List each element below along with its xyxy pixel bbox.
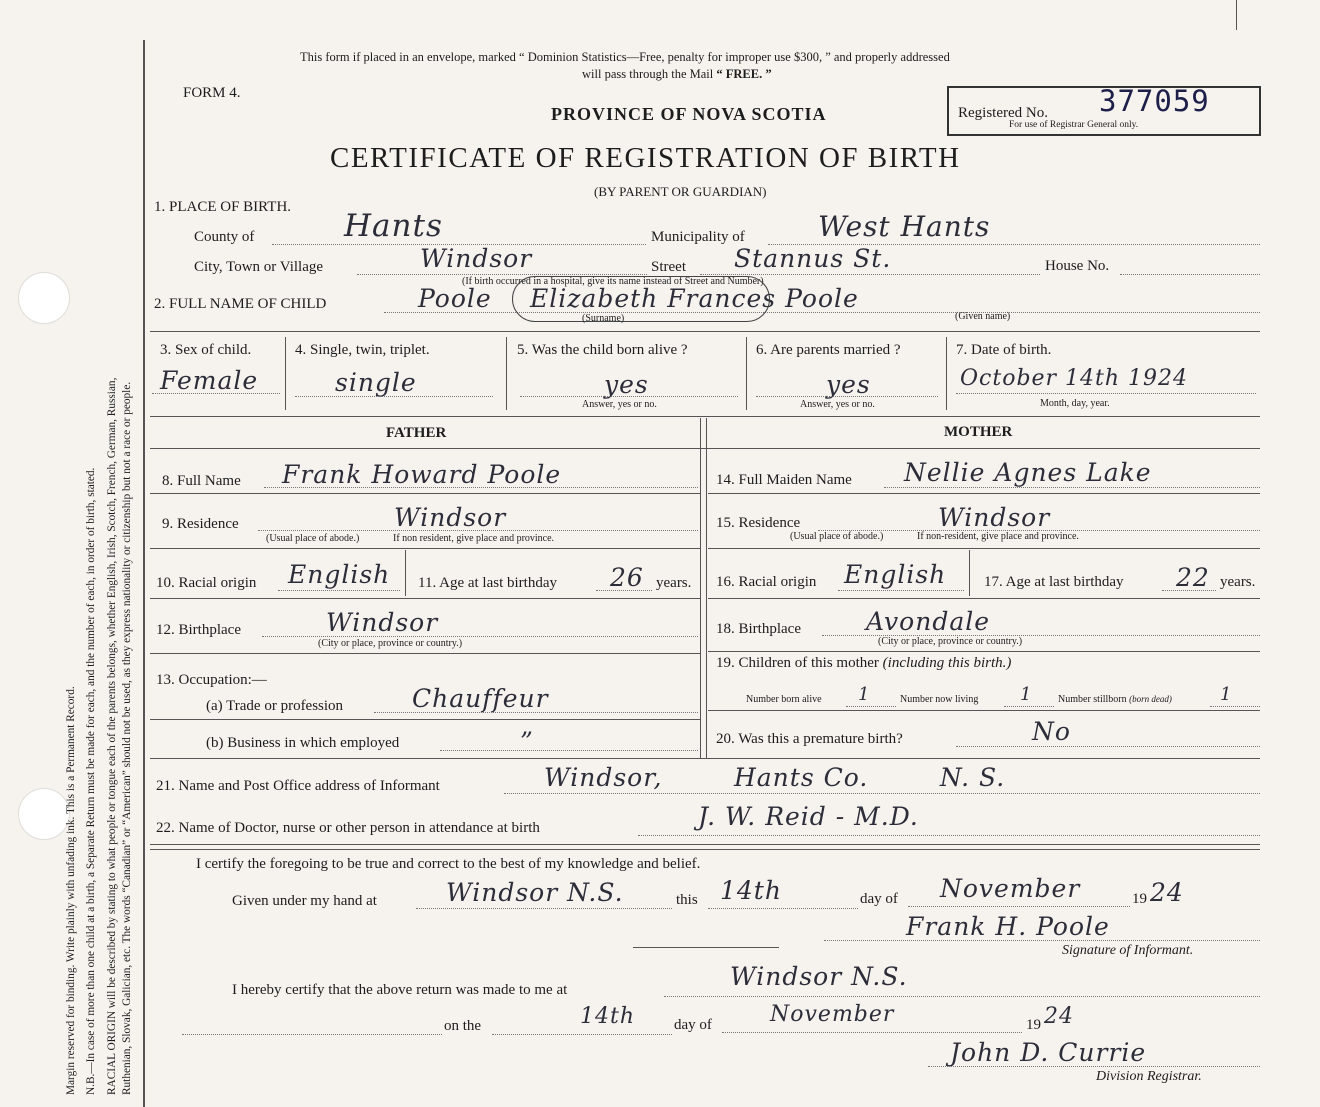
father-age-line [596, 590, 652, 591]
dob-value: October 14th 1924 [960, 366, 1189, 391]
rule-m3 [708, 598, 1260, 599]
given-day-line [708, 908, 858, 909]
father-race: English [288, 560, 391, 589]
hospital-note: (If birth occurred in a hospital, give its name instead of Street and Number) [462, 276, 764, 287]
mother-children-label [716, 655, 1011, 672]
married-line [756, 396, 938, 397]
mother-name-line [884, 487, 1260, 488]
registrar-text: I hereby certify that the above return was made to me at [232, 982, 568, 998]
father-age-label: 11. Age at last birthday [418, 575, 557, 591]
informant-signature: Frank H. Poole [906, 912, 1110, 941]
stillborn-line [1210, 706, 1260, 707]
registrar-day: 14th [580, 1004, 636, 1029]
margin-note-binding: Margin reserved for binding. Write plainly with unfading ink. This is a Permanent Record. [65, 686, 77, 1095]
registered-note: For use of Registrar General only. [1009, 120, 1139, 130]
form-number: FORM 4. [183, 85, 241, 101]
sex-value: Female [160, 366, 259, 395]
living-value: 1 [1020, 684, 1033, 705]
margin-note-racial-origin: RACIAL ORIGIN will be described by stating to what people or tongue each of the parents belongs, whether English, Irish, Scotch, French, German, Russian, [106, 377, 118, 1095]
father-trade-line [374, 712, 698, 713]
doctor-line [638, 835, 1260, 836]
given-month-line [908, 906, 1130, 907]
right-edge-rule [1236, 0, 1237, 30]
postage-notice: This form if placed in an envelope, marked “ Dominion Statistics—Free, penalty for improper use $300, ” and properly addressed [300, 50, 950, 64]
rule-certify-top-a [150, 844, 1260, 845]
child-name-label: 2. FULL NAME OF CHILD [154, 296, 327, 312]
father-business: ” [520, 727, 534, 756]
stamp-line [633, 947, 779, 948]
rule-m-race [969, 550, 970, 596]
mother-race-line [838, 590, 964, 591]
municipality-value: West Hants [818, 210, 991, 243]
father-race-line [278, 590, 400, 591]
mother-race-label: 16. Racial origin [716, 574, 817, 590]
page-subtitle: (BY PARENT OR GUARDIAN) [594, 184, 767, 199]
name-circle-mark [512, 276, 770, 322]
margin-note-racial-origin-cont: Ruthenian, Slovak, Galician, etc. The words “Canadian” or “American” should not be used, as they express nationality or citizenship but not a race or people. [121, 381, 133, 1095]
father-bp-label: 12. Birthplace [156, 622, 241, 638]
rule-row3-top [150, 331, 1260, 332]
mother-res-label: 15. Residence [716, 515, 801, 531]
sex-label: 3. Sex of child. [160, 342, 252, 358]
city-label: City, Town or Village [194, 259, 324, 275]
registrar-place-line [664, 996, 1260, 997]
mother-bp-label: 18. Birthplace [716, 621, 801, 637]
child-surname: Poole [418, 284, 492, 313]
mother-age-unit: years. [1220, 574, 1256, 590]
stillborn-label-text: Number stillborn [1058, 694, 1127, 705]
rule-f4 [150, 653, 700, 654]
rule-f2 [150, 548, 700, 549]
married-label: 6. Are parents married ? [756, 342, 901, 358]
father-trade: Chauffeur [412, 684, 549, 713]
father-biz-line [440, 750, 698, 751]
dob-label: 7. Date of birth. [956, 342, 1052, 358]
surname-caption: (Surname) [582, 313, 625, 324]
county-value: Hants [344, 208, 443, 244]
father-age: 26 [610, 563, 644, 592]
father-res-line [258, 530, 698, 531]
registrar-sig-line [928, 1066, 1260, 1067]
father-res-caption-a: (Usual place of abode.) [266, 533, 360, 544]
father-occ-label: 13. Occupation:— [156, 672, 267, 688]
province-heading: PROVINCE OF NOVA SCOTIA [551, 104, 827, 124]
rule-parents-head [150, 448, 1260, 449]
informant-sig-line [824, 940, 1260, 941]
doctor-label: 22. Name of Doctor, nurse or other person in attendance at birth [156, 820, 540, 836]
rule-parents-top [150, 416, 1260, 417]
registrar-caption: Division Registrar. [1096, 1069, 1202, 1084]
married-value: yes [826, 370, 871, 399]
doctor-name: J. W. Reid - M.D. [698, 802, 919, 831]
father-name-line [264, 487, 698, 488]
stillborn-value: 1 [1220, 684, 1233, 705]
alive-value: yes [604, 370, 649, 399]
rule-f3 [150, 598, 700, 599]
rule-f1 [150, 493, 700, 494]
rule-row3-v3 [746, 337, 747, 410]
postage-free: “ FREE. ” [716, 67, 772, 81]
premature-label: 20. Was this a premature birth? [716, 731, 903, 747]
alive-line [520, 396, 738, 397]
rule-m5 [708, 710, 1260, 711]
father-biz-label: (b) Business in which employed [206, 735, 400, 751]
mother-heading: MOTHER [944, 424, 1013, 440]
living-line [1004, 706, 1054, 707]
margin-rule [143, 40, 145, 1107]
city-line [357, 274, 647, 275]
father-bp-caption: (City or place, province or country.) [318, 638, 463, 649]
mother-age: 22 [1176, 563, 1210, 592]
premature-line [956, 746, 1260, 747]
given-caption: (Given name) [955, 311, 1011, 322]
registered-label: Registered No. [958, 105, 1048, 121]
given-year-prefix: 19 [1132, 891, 1147, 907]
given-dayof-label: day of [860, 891, 898, 907]
rule-row3-v1 [285, 337, 286, 410]
registrar-year: 24 [1044, 1004, 1074, 1029]
mother-res-caption-a: (Usual place of abode.) [790, 531, 884, 542]
child-given-name: Elizabeth Frances Poole [530, 284, 859, 313]
plurality-label: 4. Single, twin, triplet. [295, 342, 430, 358]
given-month: November [940, 874, 1081, 903]
informant-sig-caption: Signature of Informant. [1062, 943, 1194, 958]
born-alive-line [846, 706, 896, 707]
mother-birthplace: Avondale [866, 607, 991, 636]
father-heading: FATHER [386, 425, 447, 441]
mother-name-label: 14. Full Maiden Name [716, 472, 852, 488]
father-birthplace: Windsor [326, 608, 439, 637]
certify-text: I certify the foregoing to be true and correct to the best of my knowledge and belief. [196, 856, 701, 872]
street-label: Street [651, 259, 686, 275]
mother-age-label: 17. Age at last birthday [984, 574, 1124, 590]
plurality-line [295, 396, 493, 397]
father-residence: Windsor [394, 503, 507, 532]
father-race-label: 10. Racial origin [156, 575, 257, 591]
rule-parents-mid-b [706, 418, 707, 758]
rule-row3-v2 [506, 337, 507, 410]
registrar-dayof-label: day of [674, 1017, 712, 1033]
informant-address: Windsor, Hants Co. N. S. [544, 763, 1006, 792]
rule-parents-mid-a [700, 418, 701, 758]
street-value: Stannus St. [734, 244, 892, 273]
house-line [1120, 274, 1260, 275]
page-title: CERTIFICATE OF REGISTRATION OF BIRTH [330, 142, 961, 174]
rule-f-race [405, 550, 406, 596]
registrar-day-line [492, 1034, 672, 1035]
dob-caption: Month, day, year. [1040, 398, 1110, 409]
mother-race: English [844, 560, 947, 589]
registrar-year-prefix: 19 [1026, 1017, 1041, 1033]
registrar-month: November [770, 1002, 895, 1027]
alive-label: 5. Was the child born alive ? [517, 342, 688, 358]
mother-bp-caption: (City or place, province or country.) [878, 636, 1023, 647]
father-trade-label: (a) Trade or profession [206, 698, 344, 714]
alive-caption: Answer, yes or no. [582, 399, 657, 410]
binding-hole-top [18, 272, 70, 324]
binding-hole-bottom [18, 788, 70, 840]
registrar-place: Windsor N.S. [730, 962, 908, 991]
mother-name: Nellie Agnes Lake [904, 458, 1152, 487]
registrar-signature: John D. Currie [950, 1038, 1147, 1067]
sex-line [152, 393, 280, 394]
born-alive-value: 1 [858, 684, 871, 705]
stillborn-label [1058, 694, 1172, 705]
given-label: Given under my hand at [232, 893, 377, 909]
rule-m1 [708, 493, 1260, 494]
plurality-value: single [335, 368, 417, 397]
rule-certify-top-b [150, 849, 1260, 850]
street-line [700, 274, 1040, 275]
registered-number: 377059 [1099, 84, 1210, 118]
father-bp-line [262, 636, 698, 637]
place-heading: 1. PLACE OF BIRTH. [154, 199, 292, 215]
premature-value: No [1032, 717, 1071, 746]
house-label: House No. [1045, 258, 1110, 274]
father-res-caption-b: If non resident, give place and province. [393, 533, 555, 544]
born-alive-label: Number born alive [746, 694, 822, 705]
rule-m2 [708, 548, 1260, 549]
rule-f5 [150, 719, 700, 720]
rule-m4 [708, 651, 1260, 652]
rule-21-top [150, 758, 1260, 759]
children-label-text: 19. Children of this mother [716, 655, 879, 671]
mother-residence: Windsor [938, 503, 1051, 532]
living-label: Number now living [900, 694, 979, 705]
informant-line [504, 793, 1260, 794]
mother-res-caption-b: If non-resident, give place and province. [917, 531, 1079, 542]
registrar-month-line [722, 1032, 1022, 1033]
given-day: 14th [720, 876, 782, 905]
postage-notice-text: will pass through the Mail [582, 67, 714, 81]
postage-notice-2 [582, 67, 772, 82]
registrar-lead-line [182, 1034, 442, 1035]
father-res-label: 9. Residence [162, 516, 239, 532]
margin-note-separate-return: N.B.—In case of more than one child at a birth, a Separate Return must be made for each, and the number of each, in order of birth, stated. [85, 467, 97, 1095]
city-value: Windsor [420, 244, 533, 273]
children-label-note: (including this birth.) [882, 655, 1012, 671]
registrar-onthe-label: on the [444, 1018, 482, 1034]
rule-row3-v4 [946, 337, 947, 410]
given-year: 24 [1150, 878, 1184, 907]
father-name: Frank Howard Poole [282, 460, 562, 489]
given-place-line [416, 908, 672, 909]
registered-box [947, 86, 1261, 136]
given-this-label: this [676, 892, 698, 908]
father-name-label: 8. Full Name [162, 473, 241, 489]
dob-line [956, 393, 1256, 394]
county-label: County of [194, 229, 255, 245]
mother-age-line [1162, 590, 1216, 591]
stillborn-label-note: (born dead) [1129, 694, 1172, 704]
given-place: Windsor N.S. [446, 878, 624, 907]
informant-label: 21. Name and Post Office address of Informant [156, 778, 440, 794]
married-caption: Answer, yes or no. [800, 399, 875, 410]
municipality-label: Municipality of [651, 229, 745, 245]
father-age-unit: years. [656, 575, 692, 591]
